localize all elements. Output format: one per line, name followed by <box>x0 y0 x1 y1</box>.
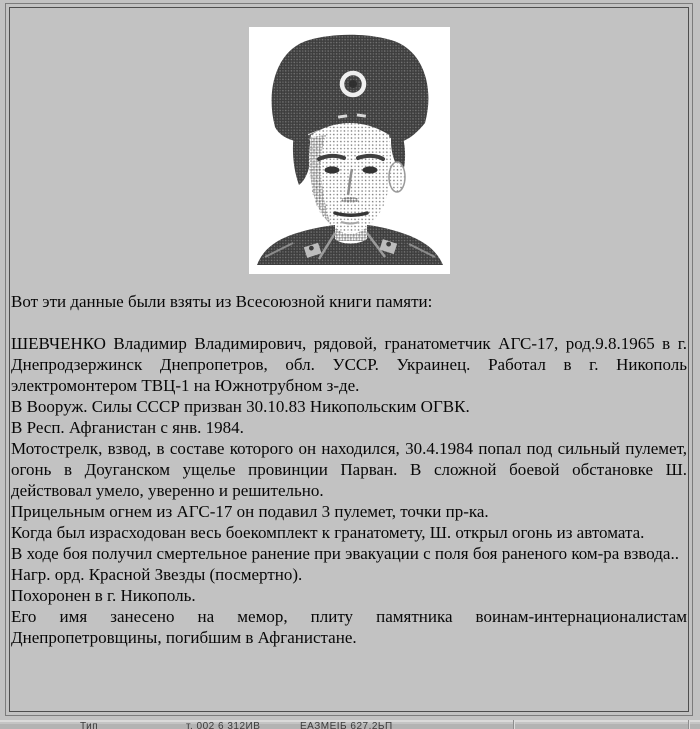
intro-line: Вот эти данные были взяты из Всесоюзной книги памяти: <box>11 292 433 311</box>
eye-right <box>362 166 377 173</box>
memorial-text-block <box>11 291 687 648</box>
memorial-frame-outer <box>5 3 693 716</box>
memorial-paragraph-bio: ШЕВЧЕНКО Владимир Владимирович, рядовой, гранатометчик АГС-17, род.9.8.1965 в г. Днепродзержинск Днепропетров, обл. УССР. Украинец. Работал в г. Никополь электромонтером ТВЦ-1 на Южнотрубном з-де. <box>11 334 687 395</box>
clipped-next-row <box>0 720 700 729</box>
memorial-paragraph-drafted: В Вооруж. Силы СССР призван 30.10.83 Никопольским ОГВК. <box>11 397 470 416</box>
ear-right <box>389 162 405 192</box>
eye-left <box>324 166 339 173</box>
strip-divider <box>688 720 690 729</box>
memorial-paragraph-monument: Его имя занесено на мемор, плиту памятника воинам-интернационалистам Днепропетровщины, погибшим в Афганистане. <box>11 607 687 647</box>
soldier-portrait-image <box>249 27 450 274</box>
strip-divider <box>513 720 515 729</box>
memorial-paragraph-fire: Прицельным огнем из АГС-17 он подавил 3 пулемет, точки пр-ка. <box>11 502 489 521</box>
memorial-paragraph-rifle: Когда был израсходован весь боекомплект к гранатомету, Ш. открыл огонь из автомата. <box>11 523 645 542</box>
memorial-frame-inner <box>9 7 689 712</box>
memorial-paragraph-battle: Мотострелк, взвод, в составе которого он находился, 30.4.1984 попал под сильный пулемет, огонь в Доуганском ущелье провинции Парван. В сложной боевой обстановке Ш. действовал умело, уверенно и решительно. <box>11 439 687 500</box>
soldier-photo <box>249 27 450 274</box>
clipped-text-fragment: ЕАЗМЕІБ 627.2ЬП <box>300 721 393 729</box>
memorial-paragraph-afghanistan: В Респ. Афганистан с янв. 1984. <box>11 418 244 437</box>
clipped-text-fragment: т. 002 6 312ИВ <box>186 721 261 729</box>
memorial-paragraph-award: Нагр. орд. Красной Звезды (посмертно). <box>11 565 303 584</box>
clipped-text-fragment: Тип <box>80 721 99 729</box>
memorial-paragraph-buried: Похоронен в г. Никополь. <box>11 586 196 605</box>
memorial-paragraph-wounded: В ходе боя получил смертельное ранение при эвакуации с поля боя раненого ком-ра взвода.. <box>11 544 679 563</box>
